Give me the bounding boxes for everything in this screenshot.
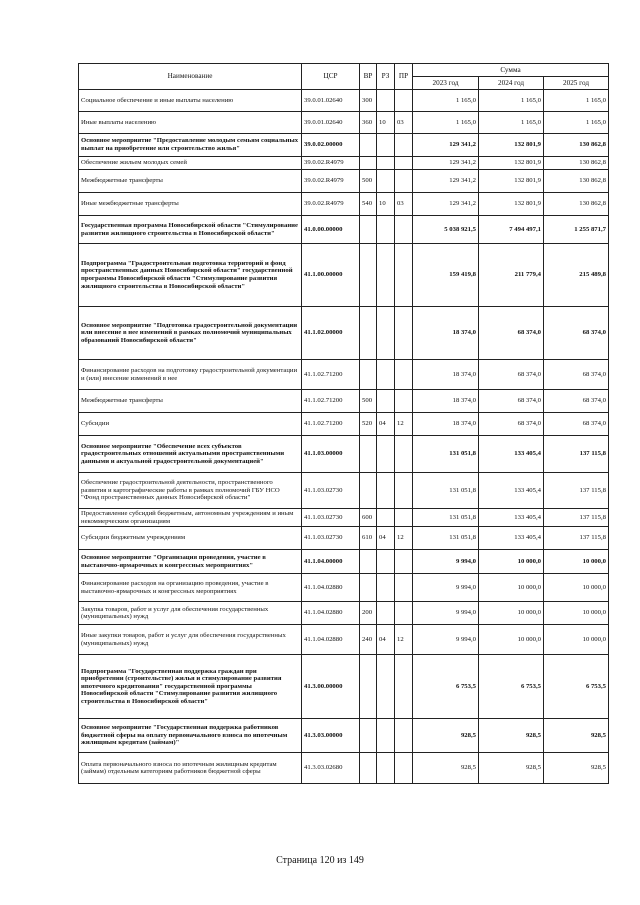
cell-csr: 39.0.01.02640 <box>302 112 360 134</box>
cell-name: Основное мероприятие "Подготовка градостроительной документации или внесение в нее изменений в рамках полномочий муниципальных образований Новосибирской области" <box>79 307 302 360</box>
cell-y2025: 68 374,0 <box>544 413 609 436</box>
cell-name: Иные закупки товаров, работ и услуг для обеспечения государственных (муниципальных) нужд <box>79 625 302 655</box>
cell-y2024: 928,5 <box>479 753 544 784</box>
cell-vr <box>360 134 377 157</box>
cell-y2025: 130 862,8 <box>544 157 609 170</box>
cell-csr: 41.1.02.71200 <box>302 360 360 390</box>
cell-pr <box>395 574 413 602</box>
table-row <box>79 473 609 509</box>
cell-vr: 500 <box>360 170 377 193</box>
cell-csr: 41.3.03.00000 <box>302 719 360 753</box>
table-row <box>79 170 609 193</box>
cell-csr: 41.1.04.02880 <box>302 574 360 602</box>
cell-pr <box>395 719 413 753</box>
table-row <box>79 90 609 112</box>
cell-csr: 39.0.02.R4979 <box>302 170 360 193</box>
cell-csr: 41.1.04.02880 <box>302 625 360 655</box>
cell-vr <box>360 360 377 390</box>
cell-y2023: 5 038 921,5 <box>413 216 479 244</box>
cell-csr: 39.0.02.00000 <box>302 134 360 157</box>
cell-y2024: 133 405,4 <box>479 436 544 473</box>
cell-y2025: 215 489,8 <box>544 244 609 307</box>
cell-vr <box>360 436 377 473</box>
cell-csr: 41.1.02.71200 <box>302 390 360 413</box>
table-row <box>79 753 609 784</box>
header-sum: Сумма <box>413 64 609 77</box>
cell-y2024: 10 000,0 <box>479 550 544 574</box>
cell-vr <box>360 216 377 244</box>
cell-rz: 10 <box>377 193 395 216</box>
cell-y2024: 132 801,9 <box>479 193 544 216</box>
cell-rz <box>377 390 395 413</box>
table-row <box>79 193 609 216</box>
cell-rz <box>377 574 395 602</box>
cell-rz <box>377 360 395 390</box>
cell-pr <box>395 216 413 244</box>
header-year-2025: 2025 год <box>544 77 609 90</box>
cell-csr: 39.0.02.R4979 <box>302 193 360 216</box>
cell-y2023: 18 374,0 <box>413 360 479 390</box>
cell-y2024: 211 779,4 <box>479 244 544 307</box>
cell-vr: 240 <box>360 625 377 655</box>
cell-y2025: 68 374,0 <box>544 360 609 390</box>
table-body <box>79 90 609 784</box>
cell-name: Закупка товаров, работ и услуг для обеспечения государственных (муниципальных) нужд <box>79 602 302 625</box>
cell-pr <box>395 550 413 574</box>
cell-y2023: 9 994,0 <box>413 550 479 574</box>
cell-csr: 41.3.00.00000 <box>302 655 360 719</box>
cell-name: Основное мероприятие "Обеспечение всех субъектов градостроительных отношений актуальными пространственными данными и актуальной градостроительной документацией" <box>79 436 302 473</box>
header-rz: РЗ <box>377 64 395 90</box>
cell-csr: 41.3.03.02680 <box>302 753 360 784</box>
cell-y2023: 129 341,2 <box>413 170 479 193</box>
cell-csr: 41.1.03.02730 <box>302 509 360 527</box>
cell-vr <box>360 550 377 574</box>
cell-y2025: 137 115,8 <box>544 473 609 509</box>
cell-y2025: 130 862,8 <box>544 134 609 157</box>
cell-rz <box>377 157 395 170</box>
cell-pr <box>395 157 413 170</box>
cell-name: Государственная программа Новосибирской области "Стимулирование развития жилищного строительства в Новосибирской области" <box>79 216 302 244</box>
cell-y2024: 1 165,0 <box>479 90 544 112</box>
cell-name: Финансирование расходов на подготовку градостроительной документации и (или) внесение изменений в нее <box>79 360 302 390</box>
cell-rz <box>377 436 395 473</box>
table-row <box>79 134 609 157</box>
cell-csr: 39.0.01.02640 <box>302 90 360 112</box>
cell-pr <box>395 602 413 625</box>
cell-name: Обеспечение градостроительной деятельности, пространственного развития и картографические работы в рамках полномочий ГБУ НСО "Фонд пространственных данных Новосибирской области" <box>79 473 302 509</box>
table-header <box>79 64 609 90</box>
cell-rz <box>377 244 395 307</box>
cell-vr: 500 <box>360 390 377 413</box>
cell-y2024: 68 374,0 <box>479 390 544 413</box>
cell-y2023: 9 994,0 <box>413 602 479 625</box>
cell-y2025: 130 862,8 <box>544 170 609 193</box>
cell-vr <box>360 473 377 509</box>
cell-name: Основное мероприятие "Государственная поддержка работников бюджетной сферы на оплату первоначального взноса по ипотечным жилищным кредитам (займам)" <box>79 719 302 753</box>
cell-pr <box>395 134 413 157</box>
cell-vr: 600 <box>360 509 377 527</box>
table-row <box>79 307 609 360</box>
cell-vr: 520 <box>360 413 377 436</box>
cell-csr: 39.0.02.R4979 <box>302 157 360 170</box>
cell-vr: 610 <box>360 527 377 550</box>
header-year-2023: 2023 год <box>413 77 479 90</box>
cell-y2023: 928,5 <box>413 719 479 753</box>
header-vr: ВР <box>360 64 377 90</box>
cell-vr <box>360 574 377 602</box>
cell-y2024: 10 000,0 <box>479 574 544 602</box>
table-row <box>79 244 609 307</box>
cell-y2025: 137 115,8 <box>544 436 609 473</box>
table-row <box>79 216 609 244</box>
cell-y2024: 133 405,4 <box>479 509 544 527</box>
cell-y2024: 132 801,9 <box>479 170 544 193</box>
cell-y2025: 1 255 871,7 <box>544 216 609 244</box>
cell-pr <box>395 753 413 784</box>
cell-csr: 41.1.03.00000 <box>302 436 360 473</box>
cell-rz <box>377 509 395 527</box>
header-csr: ЦСР <box>302 64 360 90</box>
table-row <box>79 413 609 436</box>
cell-pr <box>395 390 413 413</box>
cell-csr: 41.1.03.02730 <box>302 473 360 509</box>
cell-y2025: 137 115,8 <box>544 509 609 527</box>
cell-pr <box>395 473 413 509</box>
table-row <box>79 390 609 413</box>
cell-rz <box>377 719 395 753</box>
cell-csr: 41.1.04.00000 <box>302 550 360 574</box>
cell-y2025: 928,5 <box>544 719 609 753</box>
cell-y2024: 68 374,0 <box>479 307 544 360</box>
table-row <box>79 655 609 719</box>
cell-name: Основное мероприятие "Организация проведения, участие в выставочно-ярмарочных и конгрессных мероприятиях" <box>79 550 302 574</box>
cell-pr: 03 <box>395 193 413 216</box>
cell-rz <box>377 655 395 719</box>
cell-y2024: 6 753,5 <box>479 655 544 719</box>
cell-rz: 04 <box>377 527 395 550</box>
cell-y2024: 132 801,9 <box>479 134 544 157</box>
cell-y2025: 68 374,0 <box>544 307 609 360</box>
cell-y2023: 18 374,0 <box>413 390 479 413</box>
cell-y2024: 928,5 <box>479 719 544 753</box>
cell-pr <box>395 509 413 527</box>
cell-y2024: 68 374,0 <box>479 360 544 390</box>
cell-rz: 04 <box>377 413 395 436</box>
cell-csr: 41.0.00.00000 <box>302 216 360 244</box>
cell-csr: 41.1.02.00000 <box>302 307 360 360</box>
table-row <box>79 625 609 655</box>
cell-y2023: 131 051,8 <box>413 527 479 550</box>
cell-y2023: 9 994,0 <box>413 625 479 655</box>
cell-csr: 41.1.04.02880 <box>302 602 360 625</box>
cell-rz: 04 <box>377 625 395 655</box>
cell-pr <box>395 170 413 193</box>
cell-rz <box>377 216 395 244</box>
cell-y2025: 68 374,0 <box>544 390 609 413</box>
cell-vr: 540 <box>360 193 377 216</box>
cell-rz <box>377 473 395 509</box>
cell-y2024: 7 494 497,1 <box>479 216 544 244</box>
cell-pr: 12 <box>395 527 413 550</box>
cell-y2023: 928,5 <box>413 753 479 784</box>
cell-vr <box>360 753 377 784</box>
cell-y2025: 137 115,8 <box>544 527 609 550</box>
cell-y2024: 133 405,4 <box>479 473 544 509</box>
cell-rz: 10 <box>377 112 395 134</box>
cell-name: Основное мероприятие "Предоставление молодым семьям социальных выплат на приобретение или строительство жилья" <box>79 134 302 157</box>
cell-pr: 03 <box>395 112 413 134</box>
table-row <box>79 360 609 390</box>
cell-rz <box>377 170 395 193</box>
header-pr: ПР <box>395 64 413 90</box>
cell-name: Предоставление субсидий бюджетным, автономным учреждениям и иным некоммерческим организациям <box>79 509 302 527</box>
cell-y2023: 6 753,5 <box>413 655 479 719</box>
cell-pr <box>395 307 413 360</box>
cell-y2024: 1 165,0 <box>479 112 544 134</box>
cell-y2025: 6 753,5 <box>544 655 609 719</box>
cell-name: Подпрограмма "Градостроительная подготовка территорий и фонд пространственных данных Новосибирской области" государственной программы Новосибирской области "Стимулирование развития жилищного строительства в Новосибирской области" <box>79 244 302 307</box>
cell-pr <box>395 436 413 473</box>
cell-y2025: 1 165,0 <box>544 112 609 134</box>
cell-y2023: 159 419,8 <box>413 244 479 307</box>
cell-name: Финансирование расходов на организацию проведения, участие в выставочно-ярмарочных и конгрессных мероприятиях <box>79 574 302 602</box>
cell-csr: 41.1.02.71200 <box>302 413 360 436</box>
cell-y2025: 10 000,0 <box>544 550 609 574</box>
cell-pr <box>395 360 413 390</box>
cell-y2025: 1 165,0 <box>544 90 609 112</box>
cell-name: Подпрограмма "Государственная поддержка граждан при приобретении (строительстве) жилья и стимулирование развития ипотечного кредитования" государственной программы Новосибирской области "Стимулирование развития жилищного строительства в Новосибирской области" <box>79 655 302 719</box>
cell-y2023: 129 341,2 <box>413 134 479 157</box>
table-row <box>79 574 609 602</box>
cell-pr <box>395 655 413 719</box>
cell-name: Иные межбюджетные трансферты <box>79 193 302 216</box>
page-number: Страница 120 из 149 <box>276 855 364 866</box>
cell-rz <box>377 753 395 784</box>
cell-pr: 12 <box>395 625 413 655</box>
table-row <box>79 509 609 527</box>
cell-y2024: 133 405,4 <box>479 527 544 550</box>
cell-y2024: 132 801,9 <box>479 157 544 170</box>
header-year-2024: 2024 год <box>479 77 544 90</box>
cell-y2023: 131 051,8 <box>413 473 479 509</box>
cell-y2025: 10 000,0 <box>544 574 609 602</box>
cell-vr: 360 <box>360 112 377 134</box>
cell-pr: 12 <box>395 413 413 436</box>
cell-name: Оплата первоначального взноса по ипотечным жилищным кредитам (займам) отдельным категориям работников бюджетной сферы <box>79 753 302 784</box>
table-row <box>79 157 609 170</box>
table-row <box>79 112 609 134</box>
cell-y2024: 68 374,0 <box>479 413 544 436</box>
cell-y2023: 1 165,0 <box>413 112 479 134</box>
cell-name: Межбюджетные трансферты <box>79 390 302 413</box>
cell-y2025: 130 862,8 <box>544 193 609 216</box>
table-row <box>79 527 609 550</box>
cell-csr: 41.1.03.02730 <box>302 527 360 550</box>
table-row <box>79 550 609 574</box>
cell-name: Иные выплаты населению <box>79 112 302 134</box>
cell-vr <box>360 244 377 307</box>
cell-vr: 200 <box>360 602 377 625</box>
cell-rz <box>377 602 395 625</box>
cell-y2023: 131 051,8 <box>413 436 479 473</box>
cell-vr <box>360 719 377 753</box>
cell-y2025: 10 000,0 <box>544 602 609 625</box>
cell-y2023: 18 374,0 <box>413 413 479 436</box>
budget-table <box>78 63 609 784</box>
cell-csr: 41.1.00.00000 <box>302 244 360 307</box>
cell-y2023: 9 994,0 <box>413 574 479 602</box>
cell-y2023: 18 374,0 <box>413 307 479 360</box>
cell-vr <box>360 655 377 719</box>
cell-rz <box>377 134 395 157</box>
header-name: Наименование <box>79 64 302 90</box>
cell-pr <box>395 90 413 112</box>
cell-y2023: 1 165,0 <box>413 90 479 112</box>
cell-name: Обеспечение жильем молодых семей <box>79 157 302 170</box>
cell-name: Субсидии <box>79 413 302 436</box>
table-row <box>79 436 609 473</box>
cell-vr <box>360 307 377 360</box>
cell-y2025: 928,5 <box>544 753 609 784</box>
cell-y2024: 10 000,0 <box>479 625 544 655</box>
cell-pr <box>395 244 413 307</box>
cell-y2023: 129 341,2 <box>413 157 479 170</box>
cell-rz <box>377 550 395 574</box>
cell-rz <box>377 307 395 360</box>
cell-vr: 300 <box>360 90 377 112</box>
cell-y2023: 131 051,8 <box>413 509 479 527</box>
cell-vr <box>360 157 377 170</box>
table-row <box>79 602 609 625</box>
cell-name: Субсидии бюджетным учреждениям <box>79 527 302 550</box>
cell-rz <box>377 90 395 112</box>
table-row <box>79 719 609 753</box>
cell-y2023: 129 341,2 <box>413 193 479 216</box>
cell-y2025: 10 000,0 <box>544 625 609 655</box>
cell-name: Межбюджетные трансферты <box>79 170 302 193</box>
cell-y2024: 10 000,0 <box>479 602 544 625</box>
cell-name: Социальное обеспечение и иные выплаты населению <box>79 90 302 112</box>
